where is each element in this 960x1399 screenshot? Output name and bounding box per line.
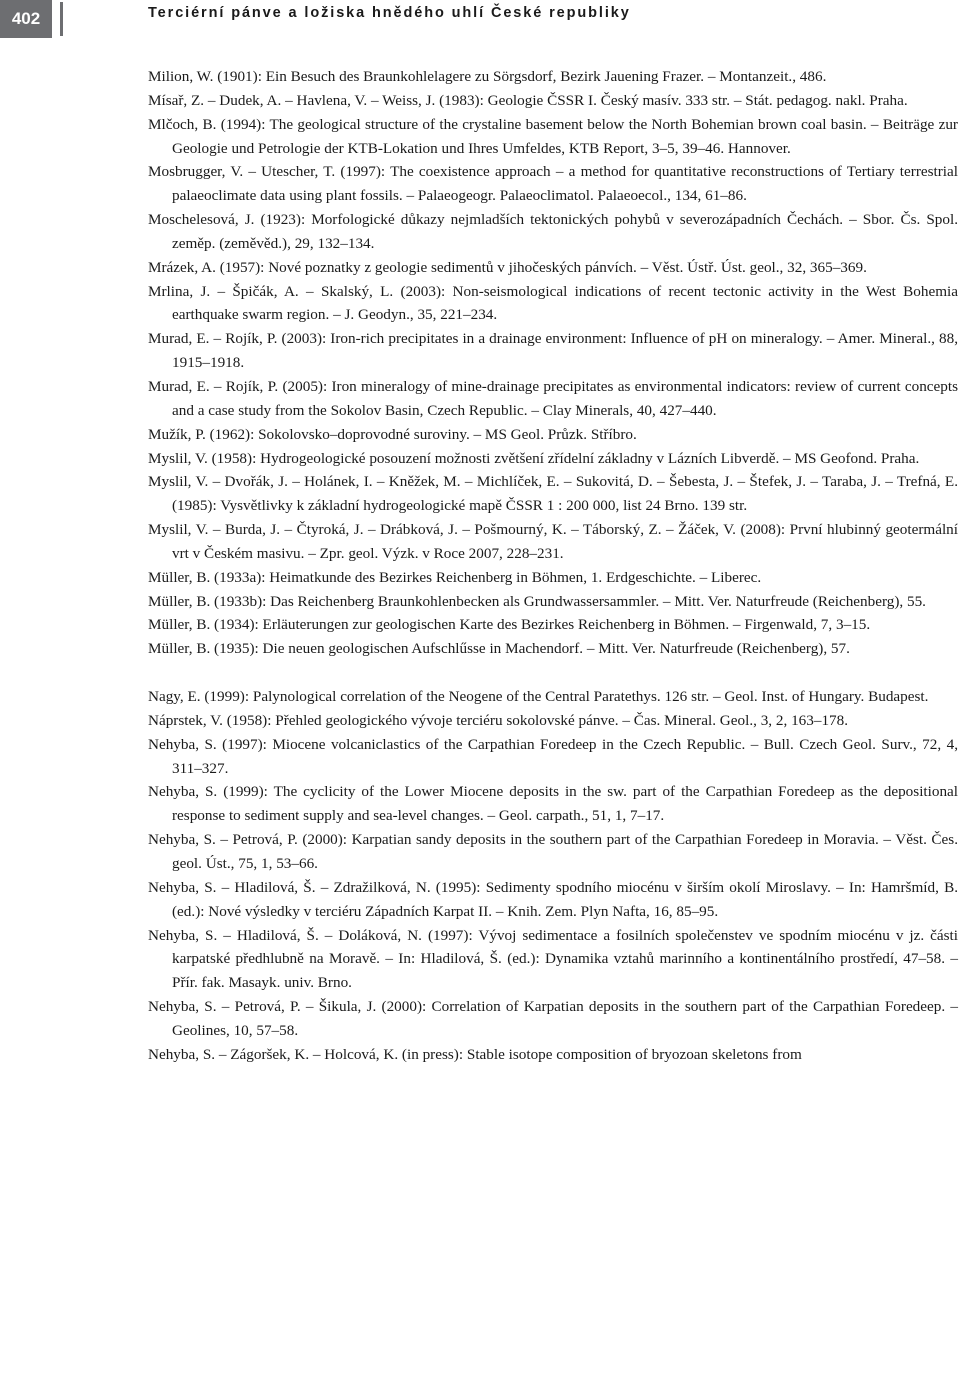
reference-entry: Mísař, Z. – Dudek, A. – Havlena, V. – Weiss, J. (1983): Geologie ČSSR I. Český masív. 333 str. – Stát. pedagog. nakl. Praha. [148,91,908,109]
reference-entry: Mlčoch, B. (1994): The geological structure of the crystaline basement below the North Bohemian brown coal basin. – Beiträge zur Geologie und Petrologie der KTB-Lokation und Ihres Umfeldes, KTB Report, 3–5, 39–46. Hannover. [148,115,958,157]
reference-list [148,65,958,1067]
reference-entry: Náprstek, V. (1958): Přehled geologického vývoje terciéru sokolovské pánve. – Čas. Mineral. Geol., 3, 2, 163–178. [148,711,849,729]
running-title: Terciérní pánve a ložiska hnědého uhlí České republiky [148,5,631,21]
reference-entry: Mrázek, A. (1957): Nové poznatky z geologie sedimentů v jihočeských pánvích. – Věst. Ústř. Úst. geol., 32, 365–369. [148,258,867,276]
page-number: 402 [0,0,52,38]
reference-entry: Nehyba, S. (1997): Miocene volcaniclastics of the Carpathian Foredeep in the Czech Republic. – Bull. Czech Geol. Surv., 72, 4, 311–327. [148,735,958,777]
reference-entry: Murad, E. – Rojík, P. (2003): Iron-rich precipitates in a drainage environment: Influence of pH on mineralogy. – Amer. Mineral., 88, 1915–1918. [148,330,958,372]
reference-entry: Myslil, V. – Burda, J. – Čtyroká, J. – Drábková, J. – Pošmourný, K. – Táborský, Z. – Žáček, V. (2008): První hlubinný geotermální vrt v Českém masivu. – Zpr. geol. Výzk. v Roce 2007, 228–231. [148,521,958,562]
reference-entry: Müller, B. (1935): Die neuen geologischen Aufschlűsse in Machendorf. – Mitt. Ver. Naturfreude (Reichenberg), 57. [148,640,850,658]
reference-entry: Moschelesová, J. (1923): Morfologické důkazy nejmladších tektonických pohybů v severozápadních Čechách. – Sbor. Čs. Spol. zeměp. (zeměvěd.), 29, 132–134. [148,211,958,252]
reference-entry: Mrlina, J. – Špičák, A. – Skalský, L. (2003): Non-seismological indications of recent tectonic activity in the West Bohemia earthquake swarm region. – J. Geodyn., 35, 221–234. [148,282,958,324]
reference-entry: Müller, B. (1933a): Heimatkunde des Bezirkes Reichenberg in Böhmen, 1. Erdgeschichte. – Liberec. [148,568,762,586]
page-header [0,0,960,40]
reference-entry: Müller, B. (1933b): Das Reichenberg Braunkohlenbecken als Grundwassersammler. – Mitt. Ver. Naturfreude (Reichenberg), 55. [148,592,926,610]
reference-entry: Myslil, V. – Dvořák, J. – Holánek, I. – Kněžek, M. – Michlíček, E. – Sukovitá, D. – Šebesta, J. – Štefek, J. – Taraba, J. – Trefná, E. (1985): Vysvětlivky k základní hydrogeologické mapě ČSSR 1 : 200 000, list 24 Brno. 139 str. [148,473,958,515]
reference-entry: Nehyba, S. (1999): The cyclicity of the Lower Miocene deposits in the sw. part of the Carpathian Foredeep as the depositional response to sediment supply and sea-level changes. – Geol. carpath., 51, 1, 7–17. [148,783,958,825]
section-gap [148,661,958,685]
reference-entry: Nagy, E. (1999): Palynological correlation of the Neogene of the Central Paratethys. 126 str. – Geol. Inst. of Hungary. Budapest. [148,688,929,706]
reference-entry: Nehyba, S. – Zágoršek, K. – Holcová, K. (in press): Stable isotope composition of bryozoan skeletons from [148,1045,802,1063]
reference-entry: Nehyba, S. – Hladilová, Š. – Zdražilková, N. (1995): Sedimenty spodního miocénu v širším okolí Miroslavy. – In: Hamršmíd, B. (ed.): Nové výsledky v terciéru Západních Karpat II. – Knih. Zem. Plyn Nafta, 16, 85–95. [148,878,958,920]
header-divider [60,2,63,36]
reference-entry: Murad, E. – Rojík, P. (2005): Iron mineralogy of mine-drainage precipitates as environmental indicators: review of current concepts and a case study from the Sokolov Basin, Czech Republic. – Clay Minerals, 40, 427–440. [148,377,958,419]
reference-entry: Mosbrugger, V. – Utescher, T. (1997): The coexistence approach – a method for quantitative reconstructions of Tertiary terrestrial palaeoclimate data using plant fossils. – Palaeogeogr. Palaeoclimatol. Palaeoecol., 134, 61–86. [148,163,958,205]
reference-entry: Müller, B. (1934): Erläuterungen zur geologischen Karte des Bezirkes Reichenberg in Böhmen. – Firgenwald, 7, 3–15. [148,616,871,634]
reference-entry: Nehyba, S. – Petrová, P. (2000): Karpatian sandy deposits in the southern part of the Carpathian Foredeep in Moravia. – Věst. Čes. geol. Úst., 75, 1, 53–66. [148,831,958,872]
reference-entry: Nehyba, S. – Petrová, P. – Šikula, J. (2000): Correlation of Karpatian deposits in the southern part of the Carpathian Foredeep. – Geolines, 10, 57–58. [148,998,958,1039]
reference-entry: Myslil, V. (1958): Hydrogeologické posouzení možnosti zvětšení zřídelní základny v Lázních Libverdě. – MS Geofond. Praha. [148,449,920,467]
reference-entry: Mužík, P. (1962): Sokolovsko–doprovodné suroviny. – MS Geol. Průzk. Stříbro. [148,425,637,443]
reference-entry: Nehyba, S. – Hladilová, Š. – Doláková, N. (1997): Vývoj sedimentace a fosilních společenstev ve spodním miocénu v jz. části karpatské předhlubně na Moravě. – In: Hladilová, Š. (ed.): Dynamika vztahů marinního a kontinentálního prostředí, 47–58. – Přír. fak. Masayk. univ. Brno. [148,926,958,992]
reference-entry: Milion, W. (1901): Ein Besuch des Braunkohlelagere zu Sörgsdorf, Bezirk Jauening Frazer. – Montanzeit., 486. [148,68,827,85]
